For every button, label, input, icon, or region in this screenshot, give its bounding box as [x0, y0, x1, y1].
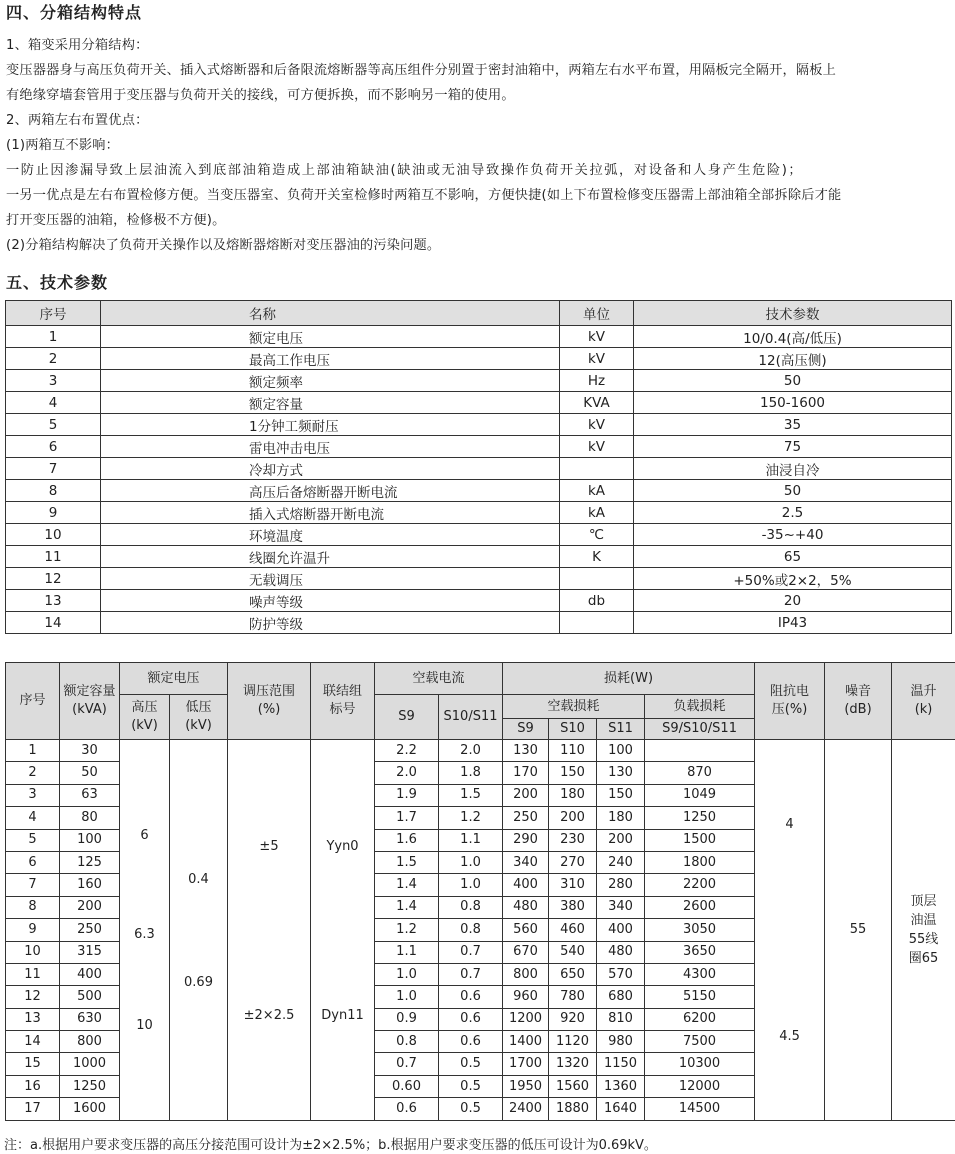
s10s11-current: 2.0 — [439, 740, 503, 762]
spec-unit: kV — [560, 414, 634, 436]
lv-merged — [170, 740, 228, 1121]
s9-current: 1.0 — [375, 986, 439, 1008]
s11-noload-loss: 340 — [597, 896, 645, 918]
loss-seq: 2 — [6, 762, 60, 784]
loss-capacity: 30 — [60, 740, 120, 762]
spec-value: -35~+40 — [634, 524, 952, 546]
vector-value: Yyn0 — [326, 839, 359, 854]
s9-current: 1.4 — [375, 896, 439, 918]
load-loss: 1049 — [645, 784, 755, 806]
spec-name: 雷电冲击电压 — [101, 436, 560, 458]
s11-noload-loss: 400 — [597, 919, 645, 941]
s10-noload-loss: 380 — [549, 896, 597, 918]
spec-value: 12(高压侧) — [634, 348, 952, 370]
spec-value: 35 — [634, 414, 952, 436]
load-loss: 5150 — [645, 986, 755, 1008]
spec-name: 噪声等级 — [101, 590, 560, 612]
s9-noload-loss: 800 — [503, 963, 549, 985]
load-loss: 2600 — [645, 896, 755, 918]
loss-header-s9: S9 — [375, 695, 439, 740]
s9-noload-loss: 560 — [503, 919, 549, 941]
load-loss: 1250 — [645, 807, 755, 829]
s10-noload-loss: 780 — [549, 986, 597, 1008]
footnote: 注：a.根据用户要求变压器的高压分接范围可设计为±2×2.5%；b.根据用户要求变压器的低压可设计为0.69kV。 — [4, 1138, 657, 1153]
section4-line: 2、两箱左右布置优点： — [6, 113, 149, 128]
loss-header-rated-voltage: 额定电压 — [120, 663, 228, 695]
s9-noload-loss: 400 — [503, 874, 549, 896]
load-loss: 14500 — [645, 1098, 755, 1120]
s9-current: 2.2 — [375, 740, 439, 762]
loss-header-row — [6, 663, 955, 695]
s9-current: 0.60 — [375, 1075, 439, 1097]
spec-seq: 13 — [6, 590, 101, 612]
loss-header-lv: 低压(kV) — [170, 695, 228, 740]
impedance-merged — [755, 740, 825, 1121]
spec-header-row — [6, 301, 952, 326]
s9-noload-loss: 130 — [503, 740, 549, 762]
section4-line: 一另一优点是左右布置检修方便。当变压器室、负荷开关室检修时两箱互不影响，方便快捷(如上下布置检修变压器需上部油箱全部拆除后才能 — [6, 188, 842, 203]
spec-name: 高压后备熔断器开断电流 — [101, 480, 560, 502]
s11-noload-loss: 810 — [597, 1008, 645, 1030]
s10-noload-loss: 460 — [549, 919, 597, 941]
section4-line: 有绝缘穿墙套管用于变压器与负荷开关的接线，可方便拆换，而不影响另一箱的使用。 — [6, 88, 515, 103]
spec-seq: 10 — [6, 524, 101, 546]
spec-row — [6, 348, 952, 370]
loss-seq: 12 — [6, 986, 60, 1008]
loss-capacity: 125 — [60, 851, 120, 873]
s9-noload-loss: 1400 — [503, 1031, 549, 1053]
loss-header-capacity: 额定容量(kVA) — [60, 663, 120, 740]
tap-value: ±2×2.5 — [243, 1008, 295, 1023]
spec-value: +50%或2×2，5% — [634, 568, 952, 590]
loss-header-loss: 损耗(W) — [503, 663, 755, 695]
spec-name: 额定频率 — [101, 370, 560, 392]
spec-value: 50 — [634, 480, 952, 502]
spec-seq: 7 — [6, 458, 101, 480]
loss-capacity: 1000 — [60, 1053, 120, 1075]
s9-current: 2.0 — [375, 762, 439, 784]
spec-value: 油浸自冷 — [634, 458, 952, 480]
spec-value: IP43 — [634, 612, 952, 634]
loss-header-load-loss: 负载损耗 — [645, 695, 755, 719]
spec-unit: kV — [560, 348, 634, 370]
spec-unit: kA — [560, 502, 634, 524]
s10s11-current: 1.2 — [439, 807, 503, 829]
tap-merged — [228, 740, 311, 1121]
s10s11-current: 1.0 — [439, 851, 503, 873]
loss-capacity: 250 — [60, 919, 120, 941]
spec-unit: kV — [560, 326, 634, 348]
loss-capacity: 1600 — [60, 1098, 120, 1120]
s9-current: 0.9 — [375, 1008, 439, 1030]
s10s11-current: 0.6 — [439, 1008, 503, 1030]
s11-noload-loss: 200 — [597, 829, 645, 851]
spec-name: 冷却方式 — [101, 458, 560, 480]
section5-title: 五、技术参数 — [6, 273, 109, 292]
spec-unit: ℃ — [560, 524, 634, 546]
s9-noload-loss: 1700 — [503, 1053, 549, 1075]
s9-noload-loss: 1200 — [503, 1008, 549, 1030]
s9-current: 1.7 — [375, 807, 439, 829]
s10s11-current: 0.5 — [439, 1053, 503, 1075]
load-loss: 7500 — [645, 1031, 755, 1053]
s10-noload-loss: 1120 — [549, 1031, 597, 1053]
spec-row — [6, 590, 952, 612]
loss-capacity: 800 — [60, 1031, 120, 1053]
load-loss: 3050 — [645, 919, 755, 941]
loss-seq: 8 — [6, 896, 60, 918]
section4-line: 一防止因渗漏导致上层油流入到底部油箱造成上部油箱缺油(缺油或无油导致操作负荷开关拉弧，对设备和人身产生危险)； — [6, 163, 804, 178]
loss-header-s9-loss: S9 — [503, 719, 549, 740]
impedance-value: 4.5 — [779, 1029, 800, 1044]
spec-value: 20 — [634, 590, 952, 612]
loss-header-s11-loss: S11 — [597, 719, 645, 740]
load-loss: 2200 — [645, 874, 755, 896]
s10-noload-loss: 230 — [549, 829, 597, 851]
loss-capacity: 100 — [60, 829, 120, 851]
spec-seq: 9 — [6, 502, 101, 524]
hv-value: 6.3 — [134, 927, 155, 942]
loss-seq: 9 — [6, 919, 60, 941]
loss-header-impedance: 阻抗电压(%) — [755, 663, 825, 740]
spec-seq: 14 — [6, 612, 101, 634]
s10-noload-loss: 650 — [549, 963, 597, 985]
spec-name: 最高工作电压 — [101, 348, 560, 370]
spec-unit: db — [560, 590, 634, 612]
s9-noload-loss: 170 — [503, 762, 549, 784]
load-loss: 870 — [645, 762, 755, 784]
spec-header-seq: 序号 — [6, 301, 101, 326]
spec-row — [6, 436, 952, 458]
spec-unit: Hz — [560, 370, 634, 392]
s10s11-current: 0.5 — [439, 1098, 503, 1120]
s11-noload-loss: 180 — [597, 807, 645, 829]
loss-capacity: 630 — [60, 1008, 120, 1030]
s9-noload-loss: 670 — [503, 941, 549, 963]
loss-header-tap-range: 调压范围(%) — [228, 663, 311, 740]
loss-seq: 13 — [6, 1008, 60, 1030]
loss-seq: 3 — [6, 784, 60, 806]
s10s11-current: 0.7 — [439, 941, 503, 963]
s10-noload-loss: 200 — [549, 807, 597, 829]
s9-noload-loss: 340 — [503, 851, 549, 873]
spec-value: 65 — [634, 546, 952, 568]
spec-name: 额定电压 — [101, 326, 560, 348]
hv-merged — [120, 740, 170, 1121]
spec-row — [6, 502, 952, 524]
loss-header-s10-loss: S10 — [549, 719, 597, 740]
spec-value: 150-1600 — [634, 392, 952, 414]
s11-noload-loss: 1150 — [597, 1053, 645, 1075]
section4-title: 四、分箱结构特点 — [6, 3, 143, 22]
spec-name: 额定容量 — [101, 392, 560, 414]
loss-seq: 1 — [6, 740, 60, 762]
loss-capacity: 500 — [60, 986, 120, 1008]
s10-noload-loss: 110 — [549, 740, 597, 762]
load-loss: 1800 — [645, 851, 755, 873]
load-loss: 10300 — [645, 1053, 755, 1075]
s9-current: 0.7 — [375, 1053, 439, 1075]
s9-current: 1.9 — [375, 784, 439, 806]
loss-capacity: 200 — [60, 896, 120, 918]
s10-noload-loss: 1880 — [549, 1098, 597, 1120]
spec-value: 50 — [634, 370, 952, 392]
s11-noload-loss: 280 — [597, 874, 645, 896]
spec-table — [5, 300, 952, 634]
s10s11-current: 1.5 — [439, 784, 503, 806]
spec-seq: 3 — [6, 370, 101, 392]
spec-unit — [560, 458, 634, 480]
spec-name: 无载调压 — [101, 568, 560, 590]
loss-seq: 17 — [6, 1098, 60, 1120]
vector-value: Dyn11 — [321, 1008, 364, 1023]
s10-noload-loss: 310 — [549, 874, 597, 896]
loss-seq: 5 — [6, 829, 60, 851]
s9-current: 0.8 — [375, 1031, 439, 1053]
spec-row — [6, 370, 952, 392]
loss-seq: 15 — [6, 1053, 60, 1075]
s9-current: 1.1 — [375, 941, 439, 963]
s11-noload-loss: 1640 — [597, 1098, 645, 1120]
load-loss — [645, 740, 755, 762]
loss-header-s10s11: S10/S11 — [439, 695, 503, 740]
loss-seq: 16 — [6, 1075, 60, 1097]
spec-seq: 6 — [6, 436, 101, 458]
spec-row — [6, 458, 952, 480]
s11-noload-loss: 480 — [597, 941, 645, 963]
spec-row — [6, 480, 952, 502]
s9-noload-loss: 1950 — [503, 1075, 549, 1097]
loss-capacity: 63 — [60, 784, 120, 806]
s10s11-current: 0.6 — [439, 1031, 503, 1053]
s11-noload-loss: 1360 — [597, 1075, 645, 1097]
loss-header-noise: 噪音(dB) — [825, 663, 892, 740]
s9-noload-loss: 200 — [503, 784, 549, 806]
spec-seq: 12 — [6, 568, 101, 590]
loss-header-temp-rise: 温升(k) — [892, 663, 955, 740]
spec-seq: 11 — [6, 546, 101, 568]
s9-noload-loss: 2400 — [503, 1098, 549, 1120]
spec-row — [6, 546, 952, 568]
loss-header-no-load-loss: 空载损耗 — [503, 695, 645, 719]
loss-header-seq: 序号 — [6, 663, 60, 740]
spec-name: 插入式熔断器开断电流 — [101, 502, 560, 524]
loss-header-hv: 高压(kV) — [120, 695, 170, 740]
loss-capacity: 315 — [60, 941, 120, 963]
spec-row — [6, 414, 952, 436]
vector-merged — [311, 740, 375, 1121]
hv-value: 10 — [136, 1018, 153, 1033]
loss-capacity: 50 — [60, 762, 120, 784]
loss-capacity: 400 — [60, 963, 120, 985]
spec-value: 2.5 — [634, 502, 952, 524]
spec-seq: 1 — [6, 326, 101, 348]
section4-line: 打开变压器的油箱，检修极不方便)。 — [6, 213, 226, 228]
s10-noload-loss: 1320 — [549, 1053, 597, 1075]
s9-current: 0.6 — [375, 1098, 439, 1120]
s9-current: 1.5 — [375, 851, 439, 873]
loss-seq: 6 — [6, 851, 60, 873]
hv-value: 6 — [140, 828, 149, 843]
s11-noload-loss: 130 — [597, 762, 645, 784]
load-loss: 12000 — [645, 1075, 755, 1097]
loss-seq: 10 — [6, 941, 60, 963]
spec-seq: 4 — [6, 392, 101, 414]
spec-name: 线圈允许温升 — [101, 546, 560, 568]
s9-noload-loss: 480 — [503, 896, 549, 918]
tap-value: ±5 — [259, 839, 279, 854]
spec-row — [6, 568, 952, 590]
s11-noload-loss: 240 — [597, 851, 645, 873]
spec-value: 10/0.4(高/低压) — [634, 326, 952, 348]
spec-unit: kA — [560, 480, 634, 502]
spec-seq: 2 — [6, 348, 101, 370]
temp-rise-merged: 顶层油温55线圈65 — [892, 740, 955, 1121]
impedance-value: 4 — [785, 817, 794, 832]
loss-capacity: 80 — [60, 807, 120, 829]
loss-capacity: 160 — [60, 874, 120, 896]
spec-unit: KVA — [560, 392, 634, 414]
spec-row — [6, 612, 952, 634]
spec-header-value: 技术参数 — [634, 301, 952, 326]
load-loss: 6200 — [645, 1008, 755, 1030]
s9-current: 1.4 — [375, 874, 439, 896]
lv-value: 0.69 — [184, 975, 213, 990]
section4-line: 1、箱变采用分箱结构： — [6, 38, 149, 53]
spec-name: 环境温度 — [101, 524, 560, 546]
loss-seq: 4 — [6, 807, 60, 829]
spec-value: 75 — [634, 436, 952, 458]
lv-value: 0.4 — [188, 872, 209, 887]
s9-noload-loss: 290 — [503, 829, 549, 851]
spec-row — [6, 524, 952, 546]
loss-header-no-load-current: 空载电流 — [375, 663, 503, 695]
spec-unit: K — [560, 546, 634, 568]
s10s11-current: 0.8 — [439, 896, 503, 918]
loss-row — [6, 740, 955, 762]
s11-noload-loss: 570 — [597, 963, 645, 985]
section4-line: (1)两箱互不影响： — [6, 138, 119, 153]
s10s11-current: 1.1 — [439, 829, 503, 851]
load-loss: 3650 — [645, 941, 755, 963]
s11-noload-loss: 150 — [597, 784, 645, 806]
s10s11-current: 0.7 — [439, 963, 503, 985]
load-loss: 4300 — [645, 963, 755, 985]
s10s11-current: 0.6 — [439, 986, 503, 1008]
loss-seq: 14 — [6, 1031, 60, 1053]
section4-line: (2)分箱结构解决了负荷开关操作以及熔断器熔断对变压器油的污染问题。 — [6, 238, 441, 253]
loss-seq: 7 — [6, 874, 60, 896]
s10-noload-loss: 920 — [549, 1008, 597, 1030]
s10-noload-loss: 270 — [549, 851, 597, 873]
spec-unit — [560, 612, 634, 634]
s10s11-current: 1.0 — [439, 874, 503, 896]
spec-name: 1分钟工频耐压 — [101, 414, 560, 436]
spec-name: 防护等级 — [101, 612, 560, 634]
s9-noload-loss: 250 — [503, 807, 549, 829]
spec-row — [6, 392, 952, 414]
s11-noload-loss: 100 — [597, 740, 645, 762]
section4-line: 变压器器身与高压负荷开关、插入式熔断器和后备限流熔断器等高压组件分别置于密封油箱中，两箱左右水平布置，用隔板完全隔开，隔板上 — [6, 63, 837, 78]
s9-current: 1.6 — [375, 829, 439, 851]
spec-seq: 5 — [6, 414, 101, 436]
s10-noload-loss: 540 — [549, 941, 597, 963]
spec-row — [6, 326, 952, 348]
spec-seq: 8 — [6, 480, 101, 502]
s10-noload-loss: 180 — [549, 784, 597, 806]
loss-seq: 11 — [6, 963, 60, 985]
spec-header-name: 名称 — [101, 301, 560, 326]
spec-header-unit: 单位 — [560, 301, 634, 326]
noise-merged: 55 — [825, 740, 892, 1121]
loss-table — [5, 662, 955, 1121]
s11-noload-loss: 980 — [597, 1031, 645, 1053]
loss-header-vector-group: 联结组标号 — [311, 663, 375, 740]
load-loss: 1500 — [645, 829, 755, 851]
spec-unit — [560, 568, 634, 590]
s9-noload-loss: 960 — [503, 986, 549, 1008]
spec-unit: kV — [560, 436, 634, 458]
s10s11-current: 0.5 — [439, 1075, 503, 1097]
loss-capacity: 1250 — [60, 1075, 120, 1097]
s10-noload-loss: 1560 — [549, 1075, 597, 1097]
s10s11-current: 0.8 — [439, 919, 503, 941]
s10-noload-loss: 150 — [549, 762, 597, 784]
s9-current: 1.0 — [375, 963, 439, 985]
s9-current: 1.2 — [375, 919, 439, 941]
loss-header-load-loss-series: S9/S10/S11 — [645, 719, 755, 740]
s10s11-current: 1.8 — [439, 762, 503, 784]
s11-noload-loss: 680 — [597, 986, 645, 1008]
